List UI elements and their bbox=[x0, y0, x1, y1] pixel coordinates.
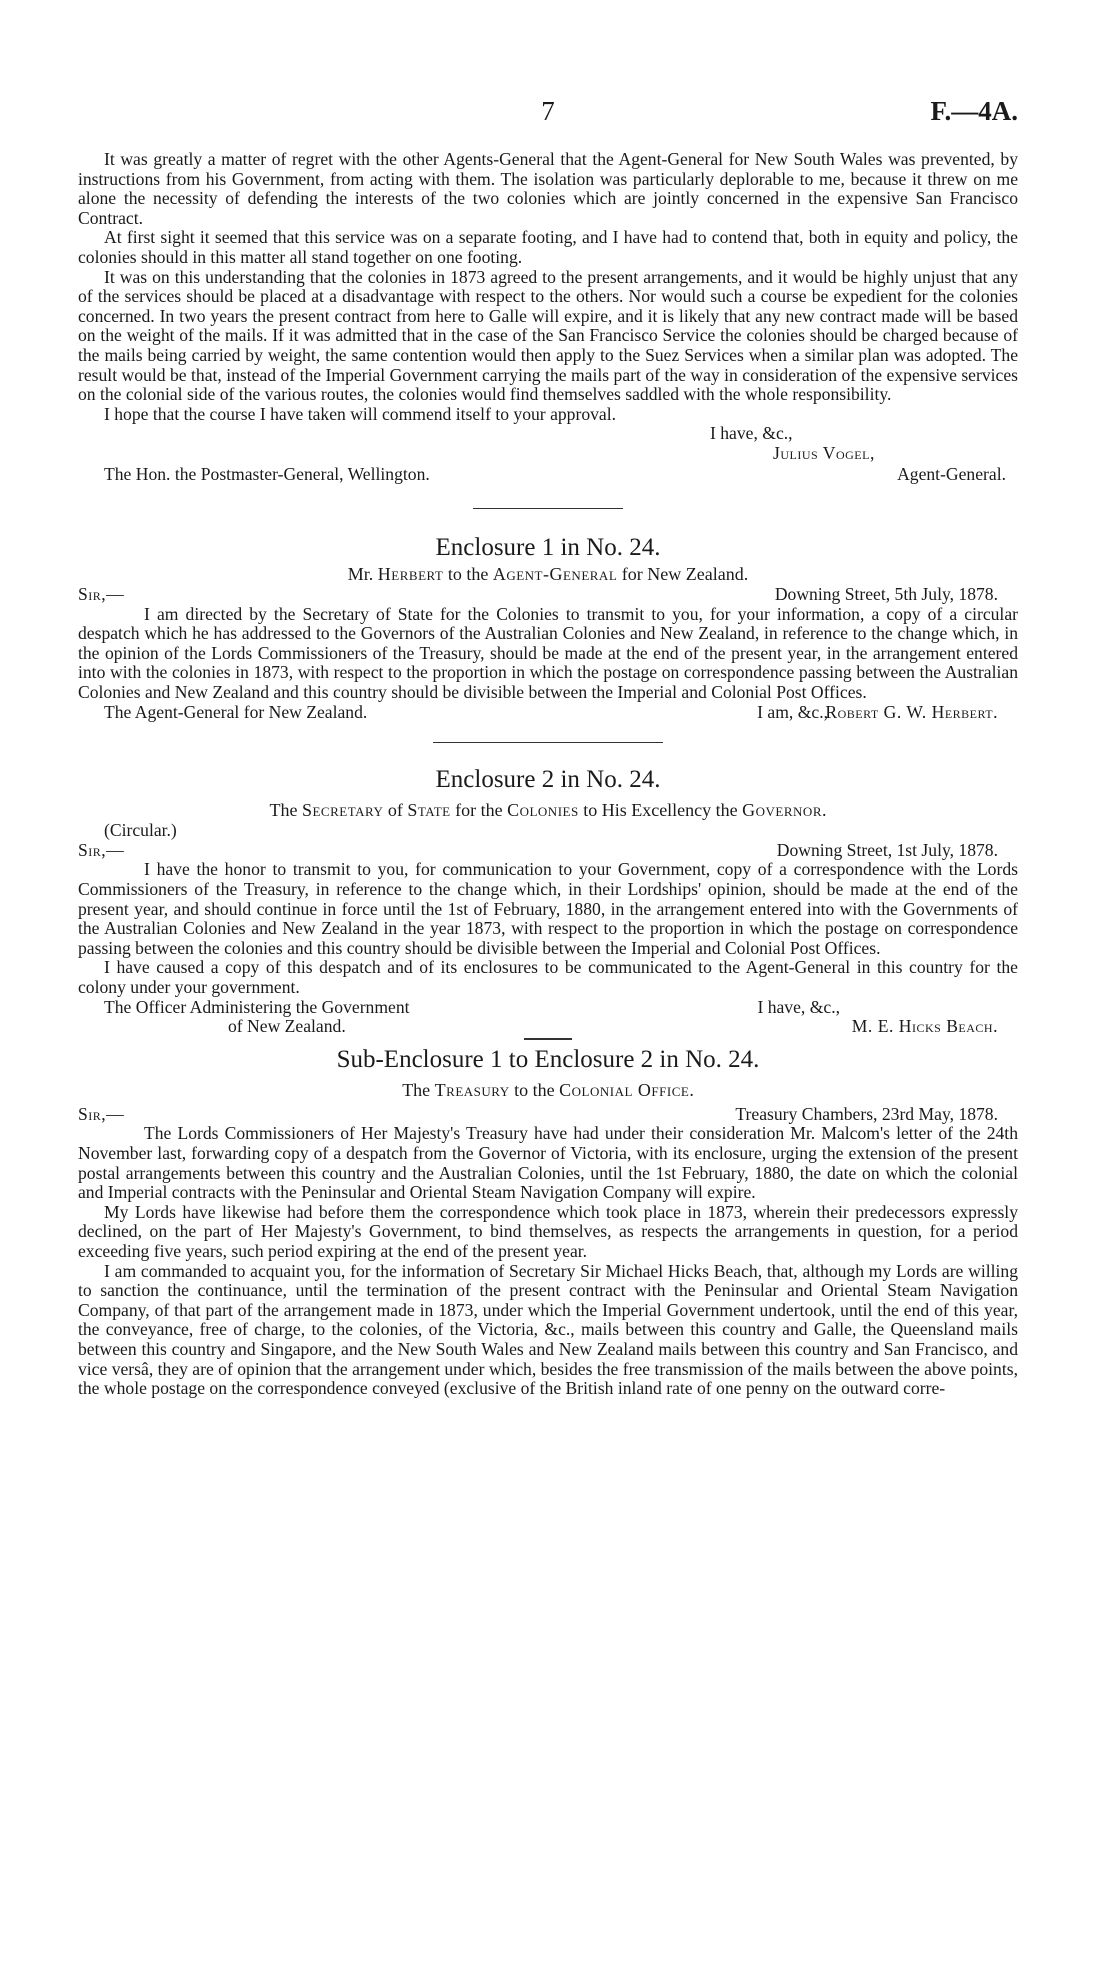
section-title: Enclosure 1 in No. 24. bbox=[435, 534, 661, 562]
section-title: Enclosure 2 in No. 24. bbox=[435, 766, 661, 794]
sub-enclosure bbox=[78, 1045, 1018, 1399]
signature: Julius Vogel, bbox=[773, 442, 875, 463]
section-subtitle: Mr. Herbert to the Agent-General for New Zealand. bbox=[347, 564, 749, 585]
section-title: Sub-Enclosure 1 to Enclosure 2 in No. 24. bbox=[336, 1045, 760, 1073]
signature-title: Agent-General. bbox=[897, 463, 1006, 484]
place-date: Downing Street, 1st July, 1878. bbox=[776, 839, 998, 860]
salutation: Sir,— bbox=[78, 839, 125, 860]
paragraph: My Lords have likewise had before them the correspondence which took place in 1873, wherein their predecessors expressly declined, on the part of Her Majesty's Government, to bind themselves, as respects the arrangements in question, for a period exceeding five years, such period expiring at the end of the present year. bbox=[78, 1201, 1018, 1261]
closing: I am, &c., bbox=[757, 701, 828, 722]
paragraph: I have the honor to transmit to you, for communication to your Government, copy of a correspondence with the Lords Commissioners of the Treasury, in reference to the change which, in their Lordships' opinion, should be made at the end of the present year, and should continue in force until the 1st of February, 1880, in the arrangement entered into with the Governments of the Australian Colonies and New Zealand in the year 1873, with respect to the proportion in which the postage on correspondence passing between the colonies and this country should be divisible between the Imperial and Colonial Post Offices. bbox=[78, 859, 1018, 958]
paragraph: The Lords Commissioners of Her Majesty's Treasury have had under their consideration Mr. Malcom's letter of the 24th November last, forwarding copy of a despatch from the Governor of Victoria, with its enclosure, urging the extension of the present postal arrangements between this country and the Australian Colonies, until the 1st February, 1880, the date on which the colonial and Imperial contracts with the Peninsular and Oriental Steam Navigation Company will expire. bbox=[78, 1123, 1018, 1203]
place-date: Treasury Chambers, 23rd May, 1878. bbox=[735, 1103, 998, 1124]
section-divider bbox=[524, 1038, 572, 1040]
paragraph: At first sight it seemed that this service was on a separate footing, and I have had to contend that, both in equity and policy, the colonies should in this matter all stand together on one footing. bbox=[78, 227, 1018, 267]
addressee: The Agent-General for New Zealand. bbox=[104, 701, 368, 722]
paragraph: I have caused a copy of this despatch and of its enclosures to be communicated to the Agent-General in this country for the colony under your government. bbox=[78, 957, 1018, 997]
paragraph: It was on this understanding that the colonies in 1873 agreed to the present arrangements, and it would be highly unjust that any of the services should be placed at a disadvantage with respect to the others. Nor would such a course be expedient for the colonies concerned. In two years the present contract from here to Galle will expire, and it is likely that any new contract made will be based on the weight of the mails. If it was admitted that in the case of the San Francisco Service the colonies should be charged because of the mails being carried by weight, the same contention would then apply to the Suez Services when a similar plan was adopted. The result would be that, instead of the Imperial Government carrying the mails part of the way in consideration of the expensive services on the colonial side of the various routes, the colonies would find themselves saddled with the whole responsibility. bbox=[78, 266, 1018, 405]
addressee: The Officer Administering the Government bbox=[104, 996, 410, 1017]
paragraph: I am directed by the Secretary of State for the Colonies to transmit to you, for your information, a copy of a circular despatch which he has addressed to the Governors of the Australian Colonies and New Zealand, in reference to the change which, in the opinion of the Lords Commissioners of the Treasury, should be made at the end of the present year, in the arrangement entered into with the colonies in 1873, with respect to the proportion in which the postage on correspondence passing between the Australian Colonies and New Zealand and this country should be divisible between the Imperial and Colonial Post Offices. bbox=[78, 603, 1018, 703]
place-date: Downing Street, 5th July, 1878. bbox=[774, 584, 998, 605]
signature: Robert G. W. Herbert. bbox=[825, 701, 998, 722]
paragraph: I am commanded to acquaint you, for the information of Secretary Sir Michael Hicks Beach, that, although my Lords are willing to sanction the continuance, until the termination of the present contract with the Peninsular and Oriental Steam Navigation Company, of that part of the arrangement made in 1873, under which the Imperial Government undertook, until the end of this year, the conveyance, free of charge, to the colonies, of the Victoria, &c., mails between this country and Galle, the Queensland mails between this country and Singapore, and the New South Wales and New Zealand mails between this country and San Francisco, and vice versâ, they are of opinion that the arrangement under which, besides the free transmission of the mails between the above points, the whole postage on the correspondence conveyed (exclusive of the British inland rate of one penny on the outward corre- bbox=[78, 1260, 1018, 1399]
document-page bbox=[78, 0, 1018, 1399]
section-subtitle: The Treasury to the Colonial Office. bbox=[402, 1079, 694, 1100]
document-reference: F.—4A. bbox=[930, 96, 1018, 126]
closing: I have, &c., bbox=[757, 996, 840, 1017]
page-header bbox=[78, 0, 1018, 150]
salutation: Sir,— bbox=[78, 584, 125, 605]
addressee: of New Zealand. bbox=[228, 1016, 346, 1037]
section-divider bbox=[473, 508, 623, 509]
enclosure-1 bbox=[78, 533, 1018, 722]
salutation: Sir,— bbox=[78, 1103, 125, 1124]
enclosure-2 bbox=[78, 765, 1018, 1037]
closing: I have, &c., bbox=[710, 423, 793, 444]
section-subtitle: The Secretary of State for the Colonies to His Excellency the Governor. bbox=[269, 800, 827, 821]
addressee: The Hon. the Postmaster-General, Wellington. bbox=[104, 463, 430, 484]
paragraph: It was greatly a matter of regret with the other Agents-General that the Agent-General for New South Wales was prevented, by instructions from his Government, from acting with them. The isolation was particularly deplorable to me, because it threw on me alone the necessity of defending the interests of the two colonies which are jointly concerned in the expensive San Francisco Contract. bbox=[78, 149, 1018, 228]
paragraph: I hope that the course I have taken will commend itself to your approval. bbox=[104, 403, 617, 424]
page-number: 7 bbox=[541, 96, 555, 126]
section-divider bbox=[433, 742, 663, 743]
letter-body bbox=[78, 150, 1018, 484]
signature: M. E. Hicks Beach. bbox=[851, 1016, 998, 1037]
circular-label: (Circular.) bbox=[104, 820, 177, 841]
